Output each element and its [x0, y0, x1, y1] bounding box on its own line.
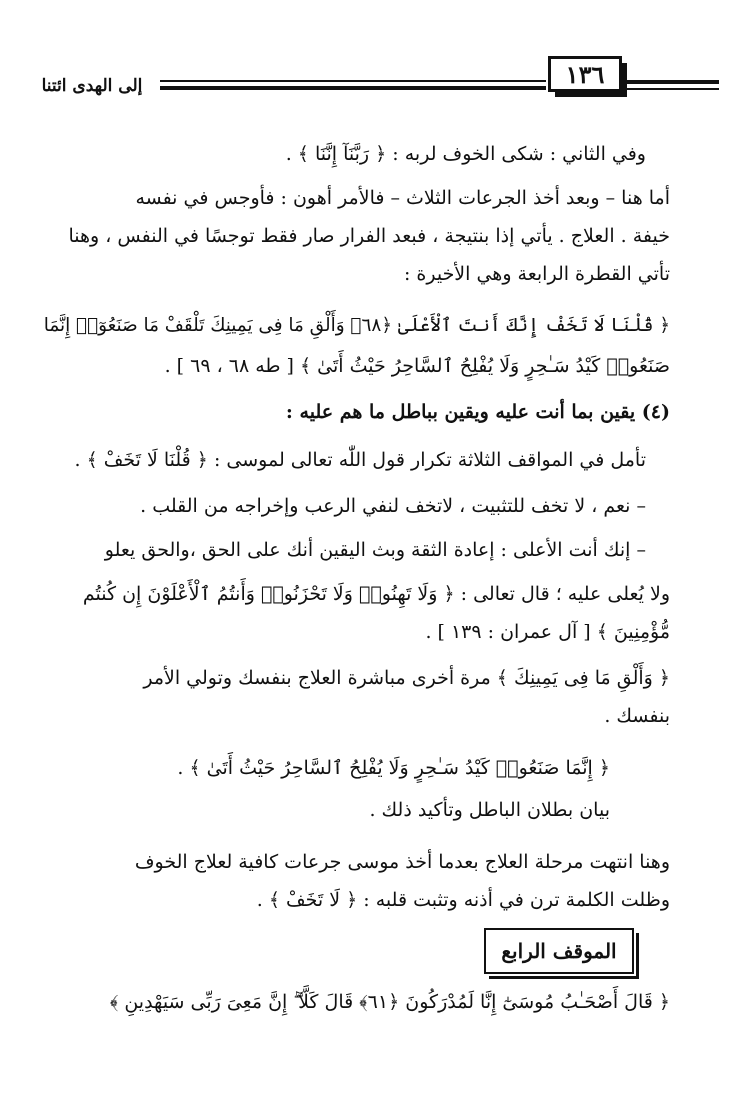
header-rule [160, 80, 546, 82]
quran-verse-line: ﴿ قَالَ أَصْحَـٰبُ مُوسَىٰٓ إِنَّا لَمُدْرَكُونَ ﴿٦١﴾ قَالَ كَلَّآ ۖ إِنَّ مَعِىَ رَبِّى سَيَهْدِينِ ﴾ [109, 991, 670, 1013]
text-line: ولا يُعلى عليه ؛ قال تعالى : ﴿ وَلَا تَهِنُوا۟ وَلَا تَحْزَنُوا۟ وَأَنتُمُ ٱلْأَعْلَوْنَ إِن كُنتُم [82, 583, 670, 605]
text-line: وظلت الكلمة ترن في أذنه وتثبت قلبه : ﴿ لَا تَخَفْ ﴾ . [256, 889, 670, 911]
text-line: – إنك أنت الأعلى : إعادة الثقة وبث اليقين أنك على الحق ،والحق يعلو [104, 539, 646, 561]
quran-verse-line: ﴿ قُلْنَا لَا تَخَفْ إِنَّكَ أَنتَ ٱلْأَعْلَىٰ ﴿٦٨﴾ وَأَلْقِ مَا فِى يَمِينِكَ تَلْقَفْ مَا صَنَعُوٓا۟ إِنَّمَا [43, 315, 670, 336]
text-line: تأمل في المواقف الثلاثة تكرار قول اللّٰه تعالى لموسى : ﴿ قُلْنَا لَا تَخَفْ ﴾ . [74, 449, 646, 471]
quran-verse-line: صَنَعُوا۟ كَيْدُ سَـٰحِرٍ وَلَا يُفْلِحُ ٱلسَّاحِرُ حَيْثُ أَتَىٰ ﴾ [ طه ٦٨ ، ٦٩ ] . [164, 355, 670, 377]
text-line: خيفة . العلاج . يأتي إذا بنتيجة ، فبعد الفرار صار فقط توجسًا في النفس ، وهنا [68, 225, 670, 247]
text-line: تأتي القطرة الرابعة وهي الأخيرة : [403, 263, 670, 285]
section-heading-box [484, 928, 634, 974]
header-rule [624, 80, 719, 84]
text-line: بيان بطلان الباطل وتأكيد ذلك . [369, 799, 610, 821]
text-line: بنفسك . [604, 705, 670, 727]
text-line: أما هنا – وبعد أخذ الجرعات الثلاث – فالأمر أهون : فأوجس في نفسه [135, 187, 670, 209]
section-heading: الموقف الرابع [501, 939, 617, 963]
quran-verse-line: ﴿ إِنَّمَا صَنَعُوا۟ كَيْدُ سَـٰحِرٍ وَلَا يُفْلِحُ ٱلسَّاحِرُ حَيْثُ أَتَىٰ ﴾ . [177, 757, 610, 779]
page-number [548, 56, 622, 92]
text-line: ﴿ وَأَلْقِ مَا فِى يَمِينِكَ ﴾ مرة أخرى مباشرة العلاج بنفسك وتولي الأمر [143, 667, 670, 689]
text-line: مُّؤْمِنِينَ ﴾ [ آل عمران : ١٣٩ ] . [425, 621, 670, 643]
header-rule [624, 88, 719, 90]
page-number-text: ١٣٦ [565, 59, 605, 89]
subheading: (٤) يقين بما أنت عليه ويقين بباطل ما هم عليه : [285, 401, 670, 423]
text-line: وفي الثاني : شكى الخوف لربه : ﴿ رَبَّنَآ إِنَّنَا ﴾ . [285, 143, 646, 165]
running-title: إلى الهدى ائتنا [41, 76, 143, 96]
header-rule [160, 86, 546, 90]
text-line: وهنا انتهت مرحلة العلاج بعدما أخذ موسى جرعات كافية لعلاج الخوف [134, 851, 670, 873]
text-line: – نعم ، لا تخف للتثبيت ، لاتخف لنفي الرعب وإخراجه من القلب . [140, 495, 646, 517]
